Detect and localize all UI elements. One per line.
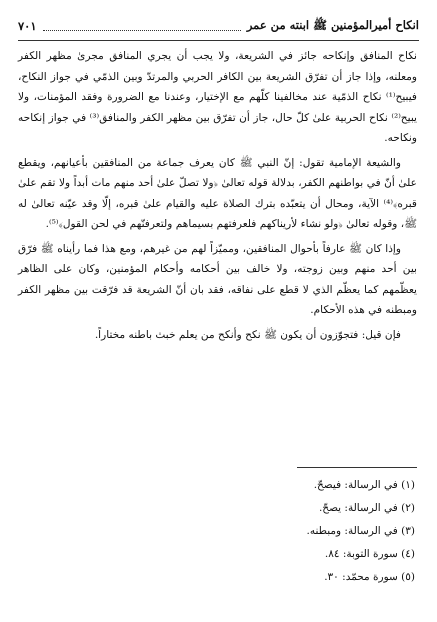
paragraph: فإن قيل: فتجوّزون أن يكون ﷺ نكح وأنكح من يعلم خبث باطنه مختاراً. (94, 328, 401, 341)
running-header (18, 14, 419, 38)
paragraph: نكاح المنافق وإنكاحه جائز في الشريعة، ولا يجب أن يجري المنافق مجرىٰ مظهر الكفر ومعلنه، وإذا جاز أن تفرّق الشريعة بين الكافر الحربي والمرتدّ وبين الذمّي في جواز النكاح، فيبيح⁽¹⁾ نكاح الذمّية عند مخالفينا كلّهم مع الإختيار، وعندنا مع الضرورة وفقد المؤمنات، ولا يبيح⁽²⁾ نكاح الحربية علىٰ كلّ حال، جاز أن تفرّق بين مظهر الكفر والمنافق⁽³⁾ في جواز إنكاحه ونكاحه. (18, 50, 417, 144)
footnote: (١) في الرسالة: فيصحّ. (313, 479, 415, 491)
footnote-separator (297, 467, 417, 468)
header-rule (18, 40, 419, 41)
header-title: انكاح أميرالمؤمنين ﷺ ابنته من عمر (246, 17, 419, 32)
main-text (18, 46, 417, 349)
footnote: (٢) في الرسالة: يصحّ. (318, 502, 415, 514)
header-leader-dots (43, 22, 241, 31)
footnotes-list (306, 474, 415, 589)
paragraph: وإذا كان ﷺ عارفاً بأحوال المنافقين، ومميّزاً لهم من غيرهم، ومع هذا فما رأيناه ﷺ فرّق بين أحد منهم وبين زوجته، ولا خالف بين أحكامه وأحكام المؤمنين، وكان على الظاهر يعظّمهم كما يعظّم الذي لا قطع على نفاقه، فقد بان أنّ الشريعة قد فرّقت بين مظهر الكفر ومبطنه في هذه الأحكام. (18, 242, 417, 316)
footnote: (٣) في الرسالة: ومبطنه. (306, 525, 415, 537)
paragraph: والشيعة الإمامية تقول: إنّ النبي ﷺ كان يعرف جماعة من المنافقين بأعيانهم، ويقطع علىٰ أنّ في بواطنهم الكفر، بدلالة قوله تعالىٰ ﴿ولا تصلّ علىٰ أحد منهم مات أبداً ولا تقم علىٰ قبره﴾⁽⁴⁾ الآية، ومحال أن يتعبّده بترك الصلاة عليه والقيام علىٰ قبره، إلّا وقد عيّنه تعالىٰ له ﷺ، وقوله تعالىٰ ﴿ولو نشاء لأريناكهم فلعرفتهم بسيماهم ولتعرفنّهم في لحن القول﴾⁽⁵⁾. (18, 156, 417, 230)
footnote: (٥) سورة محمّد: ٣٠. (324, 571, 415, 583)
footnote: (٤) سورة التوبة: ٨٤. (324, 548, 415, 560)
page-number: ٧٠١ (18, 19, 37, 33)
